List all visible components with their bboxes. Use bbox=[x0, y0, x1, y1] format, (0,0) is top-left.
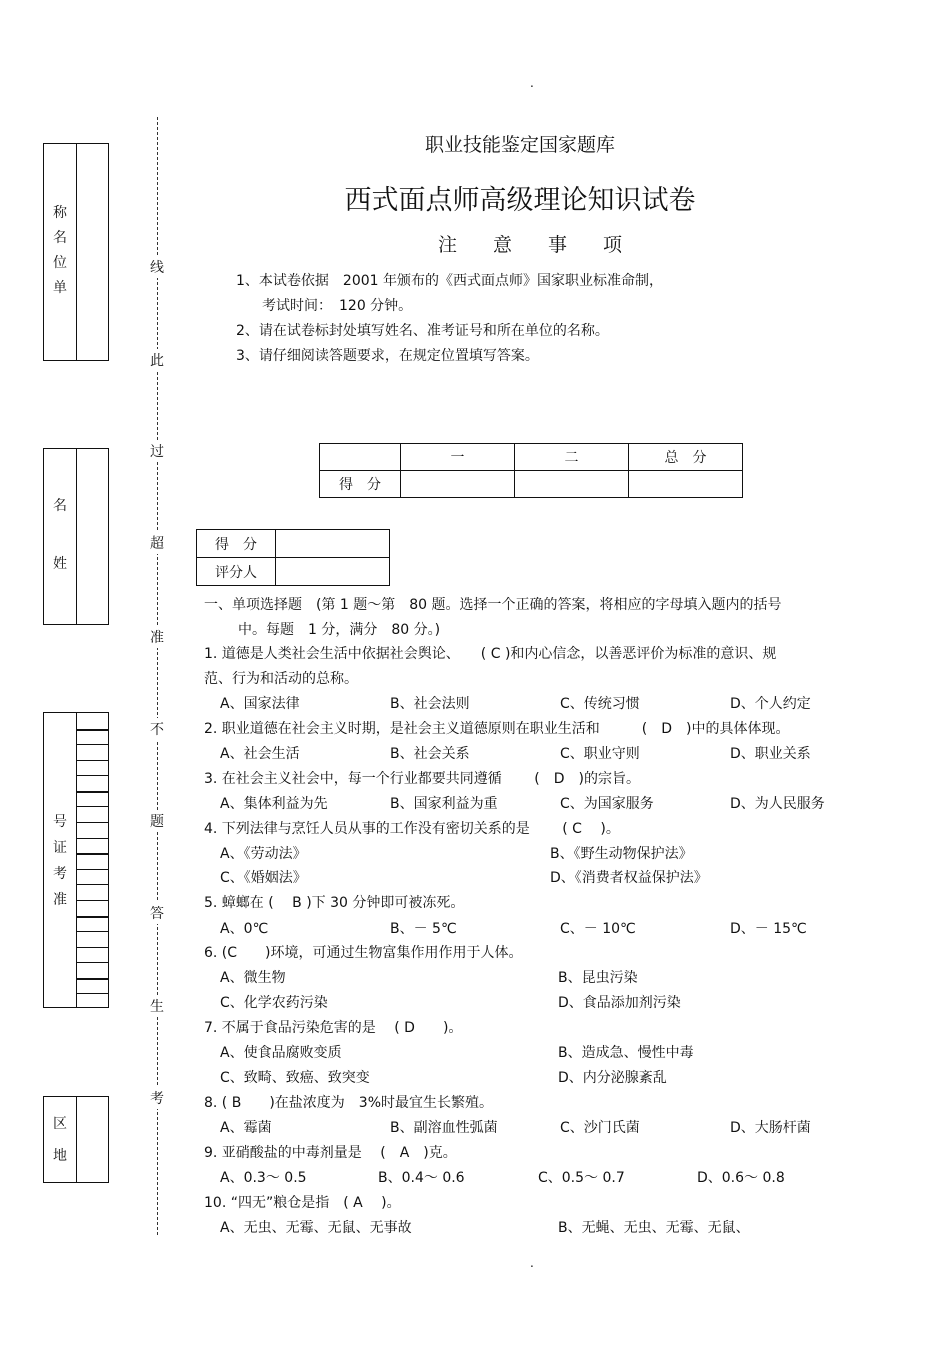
grader-table bbox=[196, 529, 390, 586]
answer-option[interactable]: D、内分泌腺紊乱 bbox=[558, 1070, 667, 1086]
score-input-cell[interactable] bbox=[401, 471, 515, 498]
answer-option[interactable]: C、化学农药污染 bbox=[220, 995, 328, 1011]
answer-option[interactable]: A、无虫、无霉、无鼠、无事故 bbox=[220, 1220, 412, 1236]
cut-line bbox=[157, 117, 158, 1235]
ticket-grid-line bbox=[76, 978, 108, 980]
answer-option[interactable]: D、0.6～ 0.8 bbox=[697, 1170, 785, 1186]
answer-option[interactable]: A、社会生活 bbox=[220, 746, 300, 762]
grader-name-cell[interactable] bbox=[276, 558, 390, 586]
ticket-grid-line bbox=[76, 853, 108, 855]
unit-box[interactable] bbox=[43, 143, 109, 361]
answer-option[interactable]: A、国家法律 bbox=[220, 696, 300, 712]
answer-option[interactable]: D、－ 15℃ bbox=[730, 921, 807, 937]
question-stem: 2. 职业道德在社会主义时期，是社会主义道德原则在职业生活和 ( D )中的具体体现。 bbox=[204, 721, 790, 737]
answer-option[interactable]: C、沙门氏菌 bbox=[560, 1120, 640, 1136]
answer-option[interactable]: C、－ 10℃ bbox=[560, 921, 636, 937]
question-stem: 10. “四无”粮仓是指 ( A )。 bbox=[204, 1195, 401, 1211]
score-input-cell[interactable] bbox=[629, 471, 743, 498]
answer-option[interactable]: C、《婚姻法》 bbox=[220, 870, 307, 886]
cut-line-char: 题 bbox=[150, 810, 164, 832]
grader-score-cell[interactable] bbox=[276, 530, 390, 558]
answer-option[interactable]: A、微生物 bbox=[220, 970, 286, 986]
question-stem: 6. (C )环境，可通过生物富集作用作用于人体。 bbox=[204, 945, 523, 961]
cut-line-char: 准 bbox=[150, 626, 164, 648]
answer-option[interactable]: B、《野生动物保护法》 bbox=[550, 846, 693, 862]
bottom-page-mark: . bbox=[530, 1256, 534, 1270]
answer-option[interactable]: D、大肠杆菌 bbox=[730, 1120, 811, 1136]
cut-line-char: 过 bbox=[150, 440, 164, 462]
ticket-grid-line bbox=[76, 838, 108, 839]
answer-option[interactable]: B、国家利益为重 bbox=[390, 796, 498, 812]
ticket-grid-line bbox=[76, 744, 108, 745]
question-stem: 5. 蟑螂在 ( B )下 30 分钟即可被冻死。 bbox=[204, 895, 465, 911]
name-label-char: 名 bbox=[53, 498, 67, 514]
question-stem: 8. ( B )在盐浓度为 3%时最宜生长繁殖。 bbox=[204, 1095, 493, 1111]
ticket-grid-line bbox=[76, 791, 108, 793]
answer-option[interactable]: D、为人民服务 bbox=[730, 796, 825, 812]
ticket-grid-line bbox=[76, 775, 108, 776]
question-stem: 7. 不属于食品污染危害的是 ( D )。 bbox=[204, 1020, 463, 1036]
region-box[interactable] bbox=[43, 1096, 109, 1183]
ticket-grid-line bbox=[76, 729, 108, 731]
ticket-grid-line bbox=[76, 760, 108, 761]
cut-line-char: 超 bbox=[150, 532, 164, 554]
answer-option[interactable]: B、副溶血性弧菌 bbox=[390, 1120, 498, 1136]
score-summary-table bbox=[319, 443, 743, 498]
answer-option[interactable]: D、个人约定 bbox=[730, 696, 811, 712]
ticket-number-box[interactable] bbox=[43, 712, 109, 1008]
answer-option[interactable]: C、0.5～ 0.7 bbox=[538, 1170, 625, 1186]
ticket-grid-line bbox=[76, 900, 108, 901]
note-item: 1、本试卷依据 2001 年颁布的《西式面点师》国家职业标准命制， bbox=[236, 273, 663, 289]
name-box[interactable] bbox=[43, 448, 109, 625]
answer-option[interactable]: A、0.3～ 0.5 bbox=[220, 1170, 307, 1186]
answer-option[interactable]: A、《劳动法》 bbox=[220, 846, 307, 862]
ticket-grid-line bbox=[76, 931, 108, 932]
answer-option[interactable]: A、霉菌 bbox=[220, 1120, 272, 1136]
ticket-grid-line bbox=[76, 947, 108, 948]
answer-option[interactable]: C、传统习惯 bbox=[560, 696, 640, 712]
unit-label-char: 称 bbox=[53, 205, 67, 221]
answer-option[interactable]: B、－ 5℃ bbox=[390, 921, 457, 937]
question-stem: 范、行为和活动的总称。 bbox=[204, 671, 358, 687]
cut-line-char: 不 bbox=[150, 718, 164, 740]
answer-option[interactable]: C、为国家服务 bbox=[560, 796, 654, 812]
notice-heading: 注意事项 bbox=[438, 234, 659, 256]
cut-line-char: 答 bbox=[150, 902, 164, 924]
score-header-cell: 二 bbox=[515, 444, 629, 471]
grader-score-label: 得 分 bbox=[197, 530, 276, 558]
answer-option[interactable]: A、集体利益为先 bbox=[220, 796, 328, 812]
unit-label-char: 名 bbox=[53, 230, 67, 246]
ticket-label-char: 准 bbox=[53, 892, 67, 908]
cut-line-char: 生 bbox=[150, 995, 164, 1017]
ticket-grid-line bbox=[76, 884, 108, 885]
answer-option[interactable]: B、社会关系 bbox=[390, 746, 470, 762]
ticket-grid-line bbox=[76, 993, 108, 994]
note-item: 3、请仔细阅读答题要求，在规定位置填写答案。 bbox=[236, 348, 539, 364]
question-stem: 4. 下列法律与烹饪人员从事的工作没有密切关系的是 ( C )。 bbox=[204, 821, 620, 837]
answer-option[interactable]: D、《消费者权益保护法》 bbox=[550, 870, 708, 886]
score-header-cell bbox=[320, 444, 401, 471]
question-stem: 3. 在社会主义社会中，每一个行业都要共同遵循 ( D )的宗旨。 bbox=[204, 771, 640, 787]
region-label-char: 区 bbox=[53, 1116, 67, 1132]
question-bank-title: 职业技能鉴定国家题库 bbox=[424, 134, 615, 156]
question-stem: 1. 道德是人类社会生活中依据社会舆论、 ( C )和内心信念，以善恶评价为标准的意识、规 bbox=[204, 646, 777, 662]
answer-option[interactable]: B、造成急、慢性中毒 bbox=[558, 1045, 694, 1061]
ticket-label-char: 证 bbox=[53, 840, 67, 856]
note-item: 考试时间： 120 分钟。 bbox=[262, 298, 413, 314]
answer-option[interactable]: B、昆虫污染 bbox=[558, 970, 638, 986]
ticket-grid-line bbox=[76, 962, 108, 963]
score-header-cell: 一 bbox=[401, 444, 515, 471]
ticket-grid-line bbox=[76, 916, 108, 918]
grader-name-label: 评分人 bbox=[197, 558, 276, 586]
ticket-label-char: 考 bbox=[53, 866, 67, 882]
question-stem: 9. 亚硝酸盐的中毒剂量是 ( A )克。 bbox=[204, 1145, 457, 1161]
answer-option[interactable]: A、使食品腐败变质 bbox=[220, 1045, 342, 1061]
answer-option[interactable]: B、0.4～ 0.6 bbox=[378, 1170, 465, 1186]
top-page-mark: . bbox=[530, 76, 534, 90]
ticket-grid-line bbox=[76, 869, 108, 870]
answer-option[interactable]: C、致畸、致癌、致突变 bbox=[220, 1070, 370, 1086]
exam-title: 西式面点师高级理论知识试卷 bbox=[344, 185, 696, 216]
unit-label-char: 位 bbox=[53, 255, 67, 271]
answer-option[interactable]: C、职业守则 bbox=[560, 746, 640, 762]
answer-option[interactable]: D、食品添加剂污染 bbox=[558, 995, 681, 1011]
ticket-label-char: 号 bbox=[53, 814, 67, 830]
section-instruction: 一、单项选择题 (第 1 题～第 80 题。选择一个正确的答案，将相应的字母填入题内的括号 bbox=[204, 597, 782, 613]
answer-option[interactable]: D、职业关系 bbox=[730, 746, 811, 762]
name-label-char: 姓 bbox=[53, 556, 67, 572]
score-input-cell[interactable] bbox=[515, 471, 629, 498]
score-row-label: 得 分 bbox=[320, 471, 401, 498]
answer-option[interactable]: A、0℃ bbox=[220, 921, 269, 937]
answer-option[interactable]: B、无蝇、无虫、无霉、无鼠、 bbox=[558, 1220, 750, 1236]
unit-label-char: 单 bbox=[53, 280, 67, 296]
cut-line-char: 线 bbox=[150, 256, 164, 278]
ticket-grid-line bbox=[76, 822, 108, 823]
answer-option[interactable]: B、社会法则 bbox=[390, 696, 470, 712]
score-header-cell: 总 分 bbox=[629, 444, 743, 471]
cut-line-char: 考 bbox=[150, 1087, 164, 1109]
region-label-char: 地 bbox=[53, 1148, 67, 1164]
note-item: 2、请在试卷标封处填写姓名、准考证号和所在单位的名称。 bbox=[236, 323, 609, 339]
cut-line-char: 此 bbox=[150, 349, 164, 371]
section-instruction: 中。每题 1 分，满分 80 分。) bbox=[238, 622, 441, 638]
ticket-grid-line bbox=[76, 806, 108, 807]
